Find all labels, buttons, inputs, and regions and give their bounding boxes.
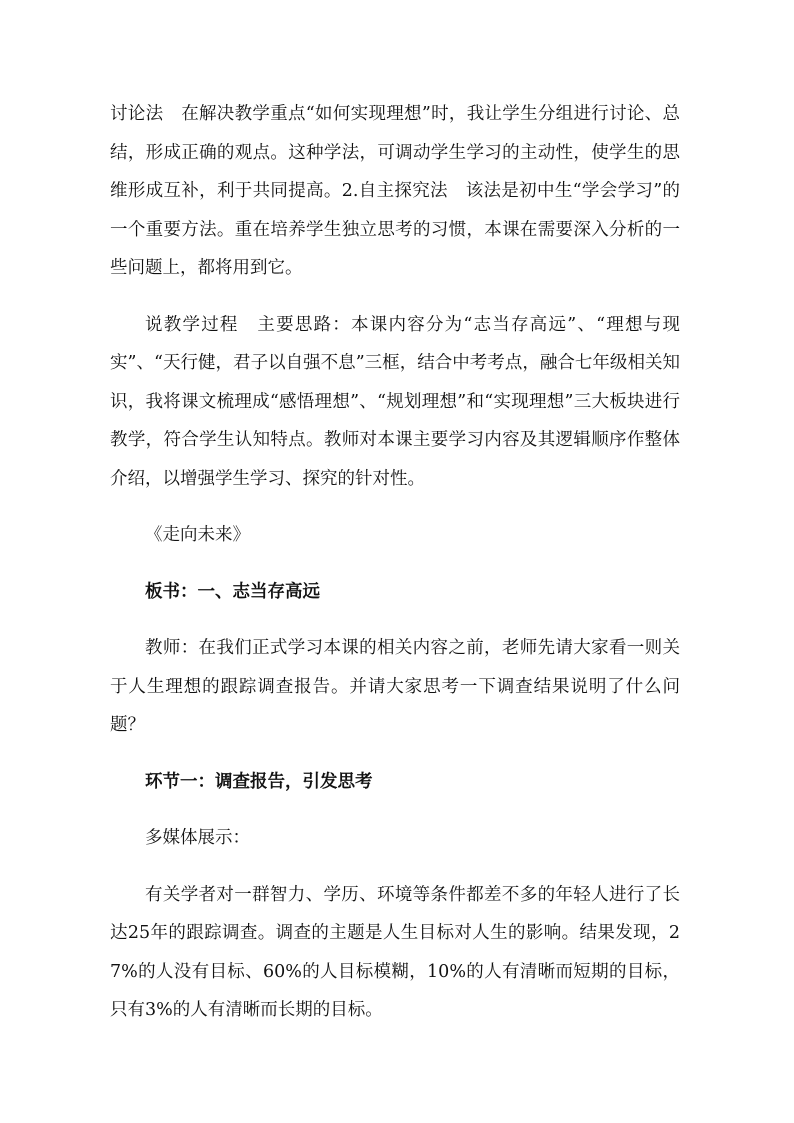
paragraph-multimedia-label: 多媒体展示： bbox=[145, 828, 250, 848]
paragraph-survey-report: 有关学者对一群智力、学历、环境等条件都差不多的年轻人进行了长达25年的跟踪调查。调查的主题是人生目标对人生的影响。结果发现，27%的人没有目标、60%的人目标模糊，10%的人有清晰而短期的目标，只有3%的人有清晰而长期的目标。 bbox=[110, 884, 680, 1020]
document-body bbox=[110, 95, 680, 1048]
paragraph-teacher-intro: 教师：在我们正式学习本课的相关内容之前，老师先请大家看一则关于人生理想的跟踪调查报告。并请大家思考一下调查结果说明了什么问题？ bbox=[110, 638, 680, 735]
paragraph-section-one-heading: 环节一：调查报告，引发思考 bbox=[145, 771, 373, 792]
paragraph-teaching-process: 说教学过程 主要思路：本课内容分为“志当存高远”、“理想与现实”、“天行健，君子以自强不息”三框，结合中考考点，融合七年级相关知识，我将课文梳理成“感悟理想”、“规划理想”和“实现理想”三大板块进行教学，符合学生认知特点。教师对本课主要学习内容及其逻辑顺序作整体介绍，以增强学生学习、探究的针对性。 bbox=[110, 314, 680, 489]
paragraph-lesson-title: 《走向未来》 bbox=[145, 525, 250, 545]
paragraph-blackboard-heading: 板书：一、志当存高远 bbox=[145, 581, 320, 602]
paragraph-teaching-methods: 讨论法 在解决教学重点“如何实现理想”时，我让学生分组进行讨论、总结，形成正确的观点。这种学法，可调动学生学习的主动性，使学生的思维形成互补，利于共同提高。2.自主探究法 该法是初中生“学会学习”的一个重要方法。重在培养学生独立思考的习惯，本课在需要深入分析的一些问题上，都将用到它。 bbox=[110, 104, 680, 278]
